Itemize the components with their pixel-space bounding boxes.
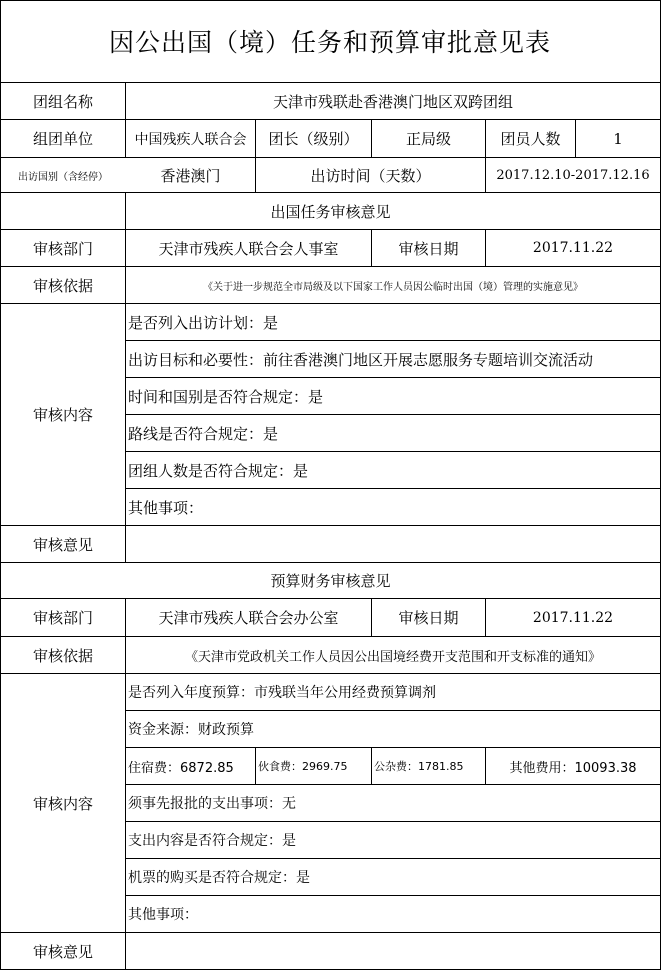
budget-item-prior-approval: 须事先报批的支出事项：无 [128, 796, 296, 812]
time-label: 出访时间（天数） [310, 166, 431, 185]
cost-lodging: 住宿费：6872.85 [128, 760, 234, 776]
task-item-purpose: 出访目标和必要性：前往香港澳门地区开展志愿服务专题培训交流活动 [128, 350, 594, 369]
unit-label: 组团单位 [32, 130, 93, 148]
task-opinion-label: 审核意见 [32, 535, 93, 554]
task-basis-value: 《关于进一步规范全市局级及以下国家工作人员因公临时出国（境）管理的实施意见》 [203, 281, 583, 293]
budget-item-annual: 是否列入年度预算：市残联当年公用经费预算调剂 [128, 685, 436, 701]
task-date-value: 2017.11.22 [532, 240, 614, 256]
budget-basis-label: 审核依据 [32, 646, 93, 665]
budget-dept-value: 天津市残疾人联合会办公室 [158, 609, 339, 627]
task-item-route: 路线是否符合规定：是 [128, 424, 279, 443]
budget-item-fund-source: 资金来源：财政预算 [128, 722, 254, 738]
form-title: 因公出国（境）任务和预算审批意见表 [108, 28, 551, 57]
members-label: 团员人数 [500, 130, 561, 148]
task-basis-label: 审核依据 [32, 276, 93, 295]
budget-item-ticket-compliance: 机票的购买是否符合规定：是 [128, 870, 310, 886]
budget-item-spend-compliance: 支出内容是否符合规定：是 [128, 833, 296, 849]
task-item-plan: 是否列入出访计划：是 [128, 313, 279, 332]
group-name-value: 天津市残联赴香港澳门地区双跨团组 [272, 92, 513, 111]
task-item-headcount: 团组人数是否符合规定：是 [128, 461, 309, 480]
time-value: 2017.12.10-2017.12.16 [496, 167, 650, 183]
task-item-other: 其他事项： [128, 498, 204, 517]
task-item-time-country: 时间和国别是否符合规定：是 [128, 387, 324, 406]
budget-section-title: 预算财务审核意见 [270, 572, 391, 590]
task-date-label: 审核日期 [398, 239, 459, 258]
leader-value: 正局级 [405, 130, 451, 148]
task-dept-label: 审核部门 [32, 239, 93, 258]
budget-item-other: 其他事项： [128, 907, 198, 923]
budget-content-label: 审核内容 [32, 794, 93, 813]
budget-basis-value: 《天津市党政机关工作人员因公出国境经费开支范围和开支标准的通知》 [184, 649, 601, 665]
budget-opinion-value [126, 933, 660, 969]
group-name-label: 团组名称 [32, 92, 93, 111]
budget-date-label: 审核日期 [398, 609, 459, 627]
task-opinion-value [126, 526, 660, 562]
cost-misc: 公杂费：1781.85 [374, 760, 464, 773]
country-value: 香港澳门 [160, 166, 221, 185]
task-dept-value: 天津市残疾人联合会人事室 [158, 239, 339, 258]
budget-date-value: 2017.11.22 [532, 609, 614, 626]
task-content-label: 审核内容 [32, 406, 93, 424]
budget-dept-label: 审核部门 [32, 609, 93, 627]
leader-label: 团长（级别） [268, 130, 359, 148]
task-section-title: 出国任务审核意见 [270, 202, 391, 221]
members-value: 1 [613, 129, 623, 148]
budget-opinion-label: 审核意见 [32, 942, 93, 961]
unit-value: 中国残疾人联合会 [134, 131, 247, 148]
country-label: 出访国别（含经停） [18, 171, 108, 183]
cost-food: 伙食费：2969.75 [258, 760, 348, 773]
cost-other: 其他费用：10093.38 [509, 760, 637, 776]
